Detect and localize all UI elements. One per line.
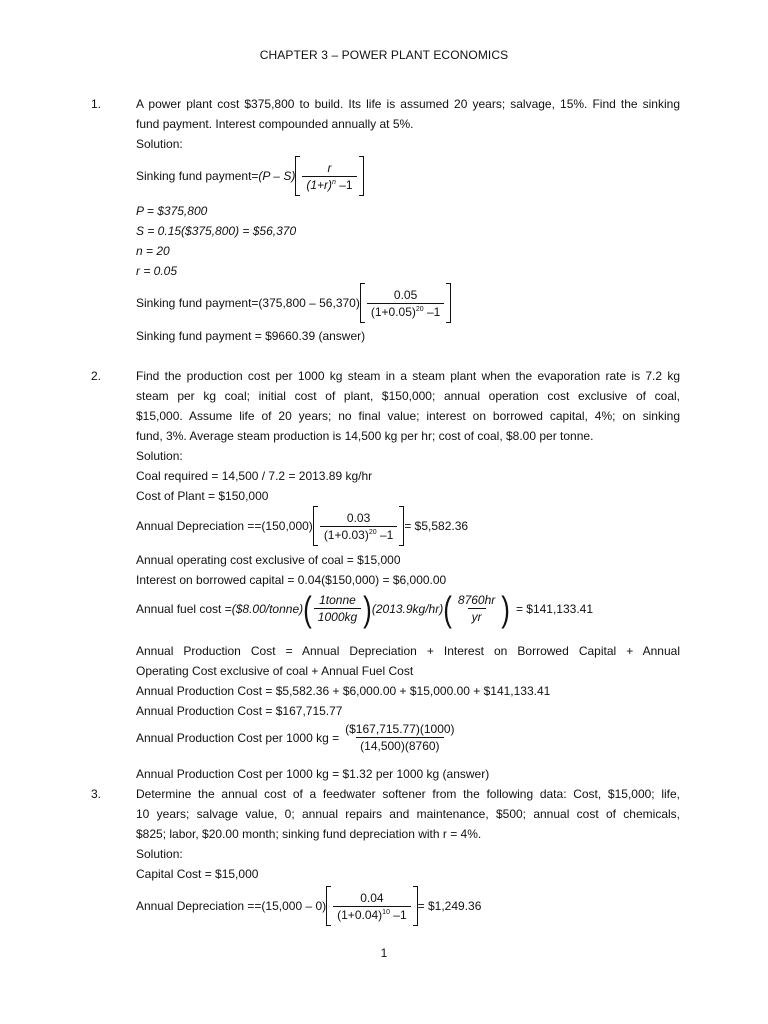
chapter-title: CHAPTER 3 – POWER PLANT ECONOMICS xyxy=(259,48,509,62)
fraction-numerator: 0.03 xyxy=(346,510,371,525)
fraction-numerator: r xyxy=(327,160,332,175)
formula-label: Sinking fund payment xyxy=(136,169,252,183)
fraction xyxy=(367,288,445,319)
fraction-numerator: 0.04 xyxy=(360,890,384,905)
solution-label: Solution: xyxy=(136,847,183,861)
problem-1-text-line: fund payment. Interest compounded annually at 5%. xyxy=(136,117,414,131)
solution-label: Solution: xyxy=(136,137,183,151)
equals-sign: = xyxy=(251,169,259,183)
fraction xyxy=(302,161,356,192)
capital-cost-line: Capital Cost = $15,000 xyxy=(136,867,259,881)
production-cost-sum: Annual Production Cost = $5,582.36 + $6,000.00 + $15,000.00 + $141,133.41 xyxy=(136,684,551,698)
operating-cost-line: Annual operating cost exclusive of coal = $15,000 xyxy=(136,553,401,567)
annual-depreciation-formula xyxy=(136,506,468,546)
sinking-fund-calculation xyxy=(136,283,451,323)
formula-term: ($8.00/tonne) xyxy=(231,601,304,616)
variable-line: r = 0.05 xyxy=(136,264,178,278)
interest-line: Interest on borrowed capital = 0.04($150,000) = $6,000.00 xyxy=(136,573,447,587)
fraction-numerator: ($167,715.77)(1000) xyxy=(345,722,455,736)
problem-3-text-line: 10 years; salvage value, 0; annual repairs and maintenance, $500; annual cost of chemicals, xyxy=(136,807,680,821)
fraction-denominator: $(1+0.05)^{20}$ –1 xyxy=(367,303,445,319)
bracket-group xyxy=(326,886,418,926)
problem-3-text-line: $825; labor, $20.00 month; sinking fund depreciation with r = 4%. xyxy=(136,827,482,841)
fraction xyxy=(341,722,458,753)
fraction-denominator: 1000kg xyxy=(314,608,361,624)
cost-per-1000kg-formula xyxy=(136,722,461,753)
fraction xyxy=(314,593,361,624)
problem-3-number: 3. xyxy=(91,787,102,801)
plant-cost-line: Cost of Plant = $150,000 xyxy=(136,489,269,503)
production-cost-definition: Annual Production Cost = Annual Depreciation + Interest on Borrowed Capital + Annual xyxy=(136,644,680,658)
sinking-fund-formula xyxy=(136,156,364,196)
formula-term: =(15,000 – 0) xyxy=(254,899,327,913)
solution-label: Solution: xyxy=(136,449,183,463)
answer-line: Sinking fund payment = $9660.39 (answer) xyxy=(136,329,366,343)
production-cost-total: Annual Production Cost = $167,715.77 xyxy=(136,704,343,718)
bracket-group xyxy=(313,506,405,546)
answer-line: Annual Production Cost per 1000 kg = $1.32 per 1000 kg (answer) xyxy=(136,767,490,781)
formula-label: Sinking fund payment xyxy=(136,296,252,310)
fraction-numerator: 0.05 xyxy=(393,287,418,302)
fraction-denominator: $(1+r)^n$ –1 xyxy=(302,176,356,192)
coal-required-line: Coal required = 14,500 / 7.2 = 2013.89 kg/hr xyxy=(136,469,373,483)
problem-2-number: 2. xyxy=(91,369,102,383)
fraction-denominator: (14,500)(8760) xyxy=(356,737,443,753)
variable-line: P = $375,800 xyxy=(136,204,208,218)
fraction-numerator: 8760hr xyxy=(457,593,496,607)
page-number: 1 xyxy=(380,946,388,960)
variable-line: n = 20 xyxy=(136,244,170,258)
annual-depreciation-formula xyxy=(136,886,481,926)
formula-term: (P – S) xyxy=(258,169,296,183)
fraction-numerator: 1tonne xyxy=(319,593,356,607)
formula-label: Annual Depreciation = xyxy=(136,519,255,533)
formula-term: =(150,000) xyxy=(254,519,313,533)
equals-sign: = xyxy=(251,296,259,310)
fraction-denominator: $(1+0.04)^{10}$ –1 xyxy=(333,906,411,922)
fraction-denominator: yr xyxy=(468,608,486,624)
formula-result: = $1,249.36 xyxy=(417,899,482,913)
formula-term: (375,800 – 56,370) xyxy=(258,296,360,310)
variable-line: S = 0.15($375,800) = $56,370 xyxy=(136,224,297,238)
problem-2-text-line: $15,000. Assume life of 20 years; no final value; interest on borrowed capital, 4%; on sinking xyxy=(136,409,680,423)
formula-result: = $141,133.41 xyxy=(515,601,594,616)
problem-1-text-line: A power plant cost $375,800 to build. Its life is assumed 20 years; salvage, 15%. Find the sinking xyxy=(136,97,680,111)
fraction xyxy=(333,891,411,922)
bracket-group xyxy=(360,283,452,323)
fraction xyxy=(320,511,398,542)
problem-2-text-line: fund, 3%. Average steam production is 14,500 kg per hr; cost of coal, $8.00 per tonne. xyxy=(136,429,594,443)
problem-2-text-line: steam per kg coal; initial cost of plant, $150,000; annual operation cost exclusive of coal, xyxy=(136,389,680,403)
fraction-denominator: $(1+0.03)^{20}$ –1 xyxy=(320,526,398,542)
formula-result: = $5,582.36 xyxy=(404,519,469,533)
formula-term: (2013.9kg/hr) xyxy=(371,601,444,616)
problem-3-text-line: Determine the annual cost of a feedwater softener from the following data: Cost, $15,000; life, xyxy=(136,787,680,801)
problem-2-text-line: Find the production cost per 1000 kg steam in a steam plant when the evaporation rate is 7.2 kg xyxy=(136,369,680,383)
annual-fuel-cost-formula: Annual fuel cost = ($8.00/tonne) ( $\frac{\text{1tonne}}{1000kg}$ ) (2013.9kg/hr) ( $\frac{8760hr}{yr}$ ) = $141,133.41 xyxy=(136,588,594,629)
formula-label: Annual fuel cost = xyxy=(136,601,232,616)
problem-1-number: 1. xyxy=(91,97,102,111)
fraction xyxy=(454,593,499,624)
formula-label: Annual Production Cost per 1000 kg = xyxy=(136,730,340,745)
bracket-group xyxy=(295,156,363,196)
formula-label: Annual Depreciation = xyxy=(136,899,255,913)
production-cost-definition: Operating Cost exclusive of coal + Annual Fuel Cost xyxy=(136,664,414,678)
